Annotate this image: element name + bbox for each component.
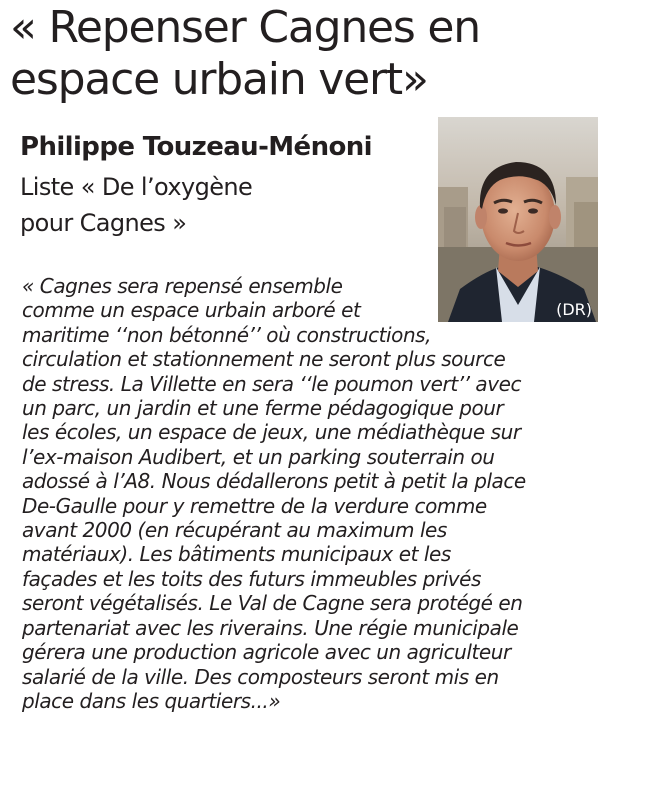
quote-line: partenariat avec les riverains. Une régie municipale (22, 615, 519, 640)
quote-line: adossé à l’A8. Nous dédallerons petit à petit la place (22, 469, 526, 494)
quote-line: avant 2000 (en récupérant au maximum les (22, 518, 447, 543)
author-list (20, 169, 252, 241)
author-list-line: pour Cagnes » (20, 209, 187, 237)
quote-line: un parc, un jardin et une ferme pédagogique pour (22, 396, 504, 421)
quote-line: l’ex-maison Audibert, et un parking souterrain ou (22, 444, 495, 469)
headline-line: « Repenser Cagnes en (10, 2, 480, 53)
author-name: Philippe Touzeau-Ménoni (20, 132, 372, 162)
quote-line: circulation et stationnement ne seront plus source (22, 347, 506, 372)
quote-line: maritime ‘‘non bétonné’’ où constructions, (22, 322, 432, 347)
headline (10, 2, 660, 106)
quote-text (22, 274, 526, 713)
quote-line: seront végétalisés. Le Val de Cagne sera protégé en (22, 591, 523, 616)
quote-line: salarié de la ville. Des composteurs seront mis en (22, 664, 499, 689)
quote-line: De-Gaulle pour y remettre de la verdure comme (22, 493, 487, 518)
quote-line: façades et les toits des futurs immeubles privés (22, 566, 482, 591)
author-list-line: Liste « De l’oxygène (20, 173, 253, 201)
quote-line: « Cagnes sera repensé ensemble (22, 274, 343, 298)
headline-line: espace urbain vert» (10, 54, 428, 105)
photo-credit: (DR) (556, 300, 592, 319)
quote-line: gérera une production agricole avec un agriculteur (22, 640, 511, 665)
quote-line: comme un espace urbain arboré et (22, 298, 361, 323)
quote-line: place dans les quartiers...» (22, 688, 281, 713)
quote-line: matériaux). Les bâtiments municipaux et les (22, 542, 451, 567)
quote-line: les écoles, un espace de jeux, une médiathèque sur (22, 420, 521, 445)
quote-line: de stress. La Villette en sera ‘‘le poumon vert’’ avec (22, 371, 522, 396)
